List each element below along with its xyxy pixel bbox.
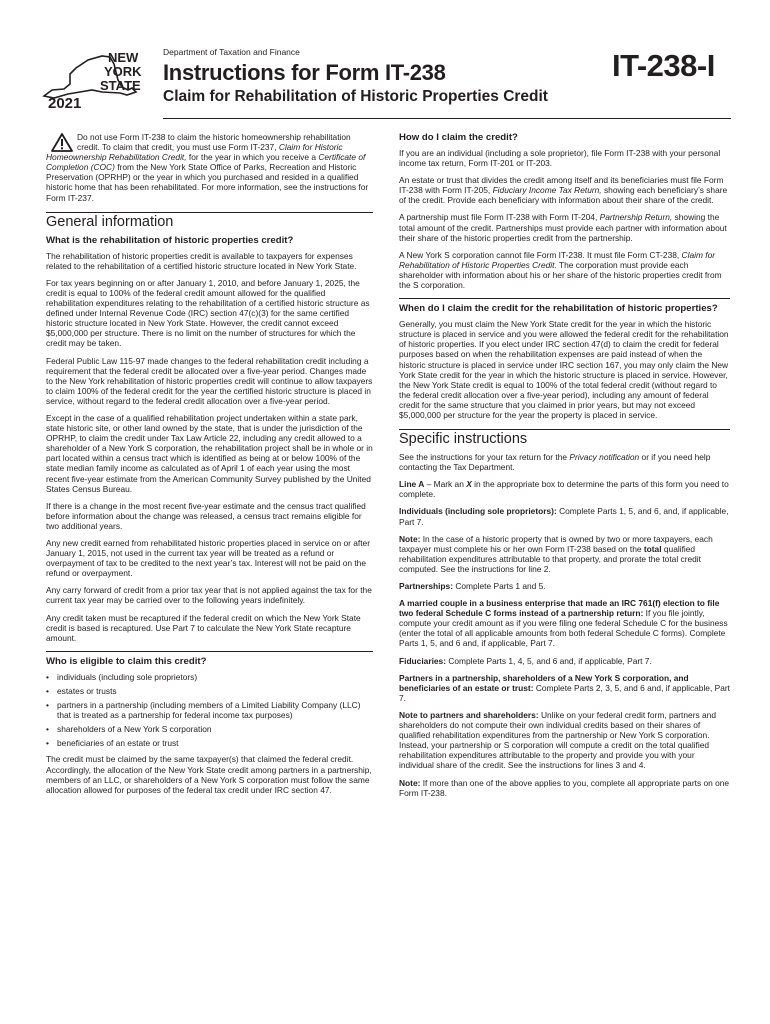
text-run: Do not use Form IT-238 to claim the historic homeownership rehabilitation credit. To claim that credit, you must use Form IT-237,	[77, 132, 351, 153]
specific-para-6	[399, 598, 730, 648]
text-run: showing the total amount of the credit. Partnerships must provide each partner with information about their share of the historic properties credit from the partnership.	[399, 212, 727, 243]
general-information-heading: General information	[46, 212, 373, 231]
specific-para-5	[399, 581, 730, 591]
text-run: The corporation must provide each shareholder with information about his or her share of the historic properties credit from the S corporation.	[399, 259, 722, 291]
bullet: •	[46, 738, 49, 749]
what-para-3: Federal Public Law 115-97 made changes to the federal rehabilitation credit including a requirement that the federal credit be allocated over a five-year period. Changes made to the New York rehabilitation of historic properties credit will continue to allow taxpayers to claim 100% of the federal credit for the year the certified historic structure is placed in service, without regard to the federal credit allocation over a five-year period.	[46, 355, 373, 406]
page-subtitle: Claim for Rehabilitation of Historic Properties Credit	[163, 88, 548, 105]
when-to-claim-heading: When do I claim the credit for the rehabilitation of historic properties?	[399, 298, 730, 314]
list-item: • individuals (including sole proprietors)	[46, 671, 198, 682]
text-run: Note to partners and shareholders:	[399, 709, 539, 720]
logo-line-1: NEW	[108, 50, 139, 65]
list-item: • shareholders of a New York S corporation	[46, 724, 212, 735]
text-run: If you are an individual (including a sole proprietor), file Form IT-238 with your personal income tax return, Form IT-201 or IT-203.	[399, 148, 721, 169]
right-column	[399, 132, 730, 805]
text-run: Line A	[399, 479, 425, 490]
text-run: Complete Parts 1 and 5.	[453, 581, 546, 591]
text-run: qualified rehabilitation expenditures attributable to that property, and prorate the total credit computed. See the instructions for line 2.	[399, 543, 701, 574]
bullet: •	[46, 700, 49, 711]
text-run: or if you need help contacting the Tax Department.	[399, 452, 711, 473]
logo-line-2: YORK	[104, 64, 142, 79]
text-run: Note:	[399, 533, 421, 544]
warning-notice	[46, 132, 373, 203]
text-run: Claim for Rehabilitation of Historic Properties Credit.	[399, 249, 716, 270]
specific-para-7	[399, 656, 730, 666]
text-run: total	[643, 543, 662, 554]
who-is-eligible-heading: Who is eligible to claim this credit?	[46, 651, 373, 667]
text-run: If you file jointly, compute your credit amount as if you were filing one federal Schedule C for the business (enter the total of all applicable amounts from both federal Schedule C forms). Complete Parts 1, 5, and 6 and, if applicable, Part 7.	[399, 608, 728, 649]
text-run: An estate or trust that divides the credit among itself and its beneficiaries must file Form IT-238 with Form IT-205,	[399, 175, 724, 196]
text-run: – Mark an	[424, 479, 467, 490]
text-run: X	[466, 479, 472, 490]
text-run: A partnership must file Form IT-238 with Form IT-204,	[399, 212, 600, 223]
bullet: •	[46, 724, 49, 735]
left-column	[46, 132, 373, 802]
form-year: 2021	[48, 95, 82, 110]
nys-logo	[30, 40, 160, 110]
page-title: Instructions for Form IT-238	[163, 60, 446, 85]
text-run: Complete Parts 1, 4, 5, and 6 and, if applicable, Part 7.	[446, 655, 652, 666]
what-para-5: If there is a change in the most recent five-year estimate and the census tract qualified before information about the change was released, a census tract remains eligible for two additional years.	[46, 500, 366, 531]
specific-instructions-heading: Specific instructions	[399, 429, 730, 448]
warning-icon	[51, 133, 73, 152]
logo-line-3: STATE	[100, 78, 141, 93]
how-to-claim-heading: How do I claim the credit?	[399, 132, 518, 143]
bullet: •	[46, 685, 49, 696]
how-para-2	[399, 175, 730, 205]
eligible-list	[46, 672, 373, 749]
what-para-4: Except in the case of a qualified rehabilitation project undertaken within a state park, state historic site, or other land owned by the state, that is under the jurisdiction of the OPRHP, to claim the credit under Tax Law Article 22, including any credit allowed to a shareholder of a New York S corporation, the rehabilitation project shall be in whole or in part located within a census tract which is identified as being at or below 100% of the state median family income as calculated as of April 1 of each year using the most recent five-year estimate from the American Community Survey published by the United States Census Bureau.	[46, 412, 373, 494]
what-para-1: The rehabilitation of historic properties credit is available to taxpayers for expenses related to the rehabilitation of a certified historic structure located in New York State.	[46, 250, 357, 271]
specific-para-8	[399, 673, 730, 703]
text-run: Partnerships:	[399, 581, 453, 591]
text-run: Privacy notification	[569, 452, 640, 463]
when-para: Generally, you must claim the New York State credit for the year in which the historic structure is placed in service and you were allowed the federal credit for the rehabilitation of historic properties. If you elect under IRC section 47(d) to claim the credit for federal purposes based on when the rehabilitation expenses are paid instead of when the historic structure is placed in service under IRC section 167, you may only claim the New York State credit for the year in which the historic structure is placed in service. However, the New York State credit is equal to 100% of the total federal credit (without regard to the federal credit allocation over a five-year period), including any amount of federal credit for the same structure that you claimed in prior years, but may not exceed $5,000,000 per structure for the year the property is placed in service.	[399, 319, 729, 420]
what-para-8: Any credit taken must be recaptured if the federal credit on which the New York State credit is based is recaptured. Use Part 7 to calculate the New York State recapture amount.	[46, 612, 361, 643]
specific-para-3	[399, 506, 730, 526]
text-run: Fiduciaries:	[399, 655, 447, 666]
text-run: for the year in which you receive a	[186, 152, 319, 163]
specific-para-9	[399, 710, 730, 771]
how-para-1	[399, 148, 730, 168]
text-run: Fiduciary Income Tax Return,	[492, 185, 602, 196]
text-run: Claim for Historic Homeownership Rehabilitation Credit,	[46, 142, 343, 163]
specific-para-10	[399, 778, 730, 798]
what-para-2: For tax years beginning on or after January 1, 2010, and before January 1, 2025, the credit is equal to 100% of the federal credit amount allowed for the qualified rehabilitation expenditures relating to the rehabilitation of a certified historic structure as defined under Internal Revenue Code (IRC) section 47(c)(3) for the same certified historic structure located in New York State. However, the credit cannot exceed $5,000,000 per structure. There is no limit on the number of structures for which the credit may be taken.	[46, 277, 370, 349]
text-run: If more than one of the above applies to you, complete all appropriate parts on one Form IT-238.	[399, 777, 730, 798]
specific-para-4	[399, 534, 730, 574]
department-name: Department of Taxation and Finance	[163, 47, 300, 57]
text-run: Certificate of Completion (COC)	[46, 152, 366, 173]
header-divider	[163, 118, 731, 119]
what-para-6: Any new credit earned from rehabilitated historic properties placed in service on or after January 1, 2015, not used in the current tax year will be treated as a refund or overpayment of tax to be credited to the next year’s tax. Interest will not be paid on the refund or overpayment.	[46, 538, 370, 579]
text-run: A New York S corporation cannot file Form IT-238. It must file Form CT-238,	[399, 249, 682, 260]
specific-para-2	[399, 479, 730, 499]
text-run: Partnership Return,	[599, 212, 673, 223]
who-para: The credit must be claimed by the same taxpayer(s) that claimed the federal credit. Accordingly, the allocation of the New York State credit among partners in a partnership, members of an LLC, or shareholders of a New York S corporation must follow the same allocation allowed for purposes of the federal tax credit under IRC section 47.	[46, 754, 372, 795]
what-para-7: Any carry forward of credit from a prior tax year that is not applied against the tax for the current tax year may be carried over to the following years indefinitely.	[46, 585, 372, 606]
text-run: Unlike on your federal credit form, partners and shareholders do not compute their own individual credits based on their shares of qualified rehabilitation expenditures from the partnership or New York S corporation. Instead, your partnership or S corporation will compute a credit on the total qualified rehabilitation expenditures attributable to the property and provide you with your individual share of the credit. See the instructions for lines 3 and 4.	[399, 709, 716, 771]
text-run: in the appropriate box to determine the parts of this form you need to complete.	[399, 479, 729, 500]
list-item: • estates or trusts	[46, 685, 117, 696]
text-run: showing each beneficiary’s share of the credit. Provide each beneficiary with information about their share of the credit.	[399, 185, 728, 206]
how-para-4	[399, 250, 730, 290]
specific-para-1	[399, 452, 730, 472]
list-item: • partners in a partnership (including members of a Limited Liability Company (LLC) that is treated as a partnership for federal income tax purposes)	[46, 700, 361, 721]
text-run: In the case of a historic property that is owned by two or more taxpayers, each taxpayer must complete his or her own Form IT-238 based on the	[399, 533, 713, 554]
text-run: Individuals (including sole proprietors):	[399, 506, 557, 517]
bullet: •	[46, 671, 49, 682]
text-run: A married couple in a business enterprise that made an IRC 761(f) election to file two federal Schedule C forms instead of a partnership return:	[399, 598, 720, 619]
text-run: Note:	[399, 777, 421, 788]
text-run: from the New York State Office of Parks, Recreation and Historic Preservation (OPRHP) or the year in which you purchased and resided in a qualified historic home that has been rehabilitated. For more information, see the instructions for Form IT-237.	[46, 162, 369, 203]
form-number: IT-238-I	[612, 48, 715, 83]
text-run: Partners in a partnership, shareholders of a New York S corporation, and beneficiaries of an estate or trust:	[399, 672, 689, 693]
what-is-credit-heading: What is the rehabilitation of historic properties credit?	[46, 234, 294, 246]
text-run: Complete Parts 1, 5, and 6, and, if applicable, Part 7.	[399, 506, 729, 527]
warning-text	[46, 132, 373, 203]
list-item: • beneficiaries of an estate or trust	[46, 738, 179, 749]
text-run: See the instructions for your tax return for the	[399, 452, 570, 463]
text-run: Complete Parts 2, 3, 5, and 6 and, if applicable, Part 7.	[399, 682, 730, 703]
how-para-3	[399, 212, 730, 242]
